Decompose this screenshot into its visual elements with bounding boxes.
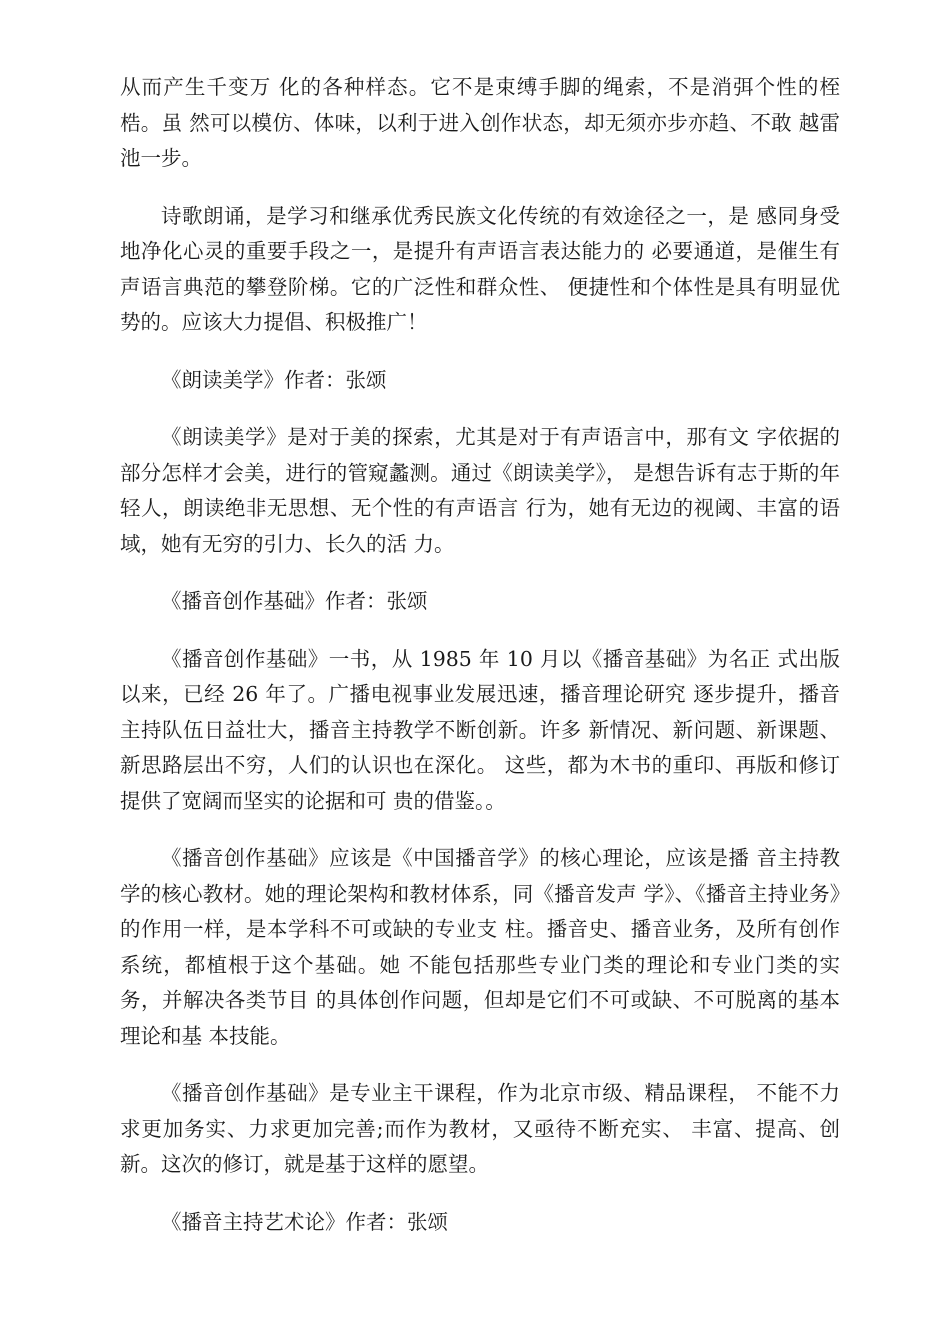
paragraph-broadcast-basics-history: 《播音创作基础》一书，从 1985 年 10 月以《播音基础》为名正 式出版以来，已经 26 年了。广播电视事业发展迅速，播音理论研究 逐步提升，播音主持队伍日益壮大，播音主持教学不断创新。许多 新情况、新问题、新课题、新思路层出不穷，人们的认识也在深化。 这些，都为木书的重印、再版和修订提供了宽阔而坚实的论据和可 贵的借鉴。。 [120,646,840,813]
paragraph-continuation: 从而产生千变万 化的各种样态。它不是束缚手脚的绳索，不是消弭个性的桎梏。虽 然可以模仿、体味，以利于进入创作状态，却无须亦步亦趋、不敢 越雷池一步。 [120,75,840,170]
book-heading-broadcast-basics: 《播音创作基础》作者：张颂 [161,589,428,613]
book-heading-reading-aesthetics: 《朗读美学》作者：张颂 [161,367,387,392]
document-body [120,70,840,1262]
paragraph-reading-aesthetics: 《朗读美学》是对于美的探索，尤其是对于有声语言中，那有文 字依据的部分怎样才会美，进行的管窥蠡测。通过《朗读美学》， 是想告诉有志于斯的年轻人，朗读绝非无思想、无个性的有声语言 行为，她有无边的视阈、丰富的语域，她有无穷的引力、长久的活 力。 [120,425,840,556]
book-heading-hosting-art: 《播音主持艺术论》作者：张颂 [161,1209,448,1234]
paragraph-broadcast-basics-core: 《播音创作基础》应该是《中国播音学》的核心理论，应该是播 音主持教学的核心教材。她的理论架构和教材体系，同《播音发声 学》、《播音主持业务》的作用一样，是本学科不可或缺的专业支 柱。播音史、播音业务，及所有创作系统，都植根于这个基础。她 不能包括那些专业门类的理论和专业门类的实务，并解决各类节目 的具体创作问题，但却是它们不可或缺、不可脱离的基本理论和基 本技能。 [120,846,840,1048]
paragraph-broadcast-basics-course: 《播音创作基础》是专业主干课程，作为北京市级、精品课程， 不能不力求更加务实、力求更加完善;而作为教材，又亟待不断充实、 丰富、提高、创新。这次的修订，就是基于这样的愿望。 [120,1081,840,1176]
paragraph-poetry-recitation: 诗歌朗诵，是学习和继承优秀民族文化传统的有效途径之一，是 感同身受地净化心灵的重要手段之一，是提升有声语言表达能力的 必要通道，是催生有声语言典范的攀登阶梯。它的广泛性和群众性、 便捷性和个体性是具有明显优势的。应该大力提倡、积极推广！ [120,203,840,334]
